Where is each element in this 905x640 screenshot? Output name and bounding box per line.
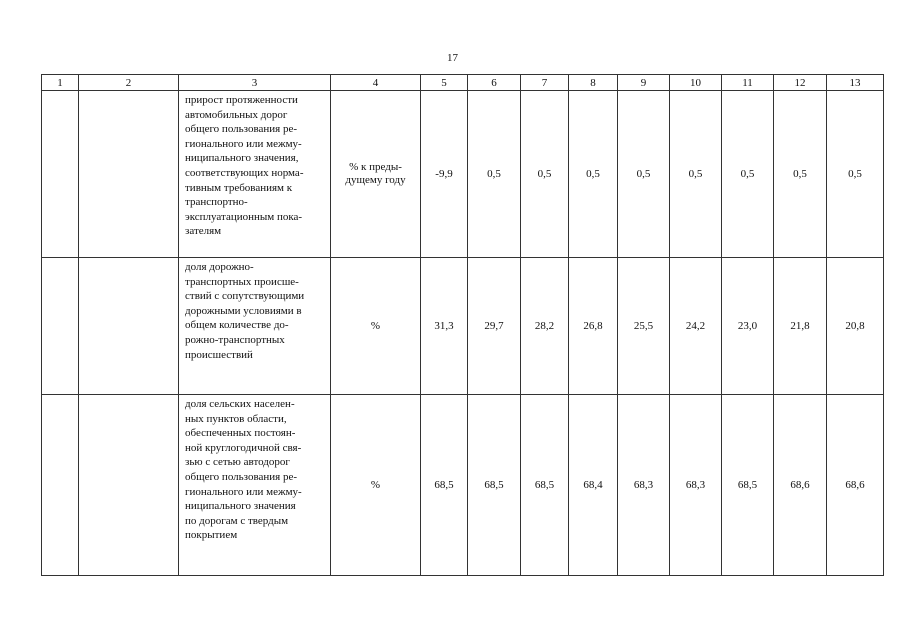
unit-cell bbox=[331, 395, 421, 576]
unit-cell bbox=[331, 258, 421, 395]
column-header-9: 9 bbox=[618, 75, 670, 91]
unit-cell bbox=[331, 91, 421, 258]
page-number: 17 bbox=[447, 52, 458, 64]
row-number-cell bbox=[42, 91, 79, 258]
column-header-2: 2 bbox=[79, 75, 179, 91]
column-header-3: 3 bbox=[179, 75, 331, 91]
table-row bbox=[42, 258, 884, 395]
value-cell: 68,5 bbox=[421, 395, 468, 576]
value-cell: 31,3 bbox=[421, 258, 468, 395]
value-cell: 21,8 bbox=[774, 258, 827, 395]
value-cell: 0,5 bbox=[722, 91, 774, 258]
value-cell: 0,5 bbox=[521, 91, 569, 258]
value-cell: 26,8 bbox=[569, 258, 618, 395]
column-header-12: 12 bbox=[774, 75, 827, 91]
value-cell: 68,3 bbox=[670, 395, 722, 576]
indicator-description: доля сельских населен- ных пунктов области, обеспеченных постоян- ной круглогодичной свя- зью с сетью автодорог общего пользования ре- гионального или межму- ниципального значения по дорогам с твердым покрытием bbox=[185, 398, 302, 542]
value-cell: 0,5 bbox=[569, 91, 618, 258]
value-cell: 68,6 bbox=[774, 395, 827, 576]
value-cell: 68,4 bbox=[569, 395, 618, 576]
indicator-description-cell bbox=[179, 395, 331, 576]
table-row bbox=[42, 395, 884, 576]
column-header-5: 5 bbox=[421, 75, 468, 91]
row-number-cell bbox=[42, 258, 79, 395]
indicator-description: прирост протяженности автомобильных дорог общего пользования ре- гионального или межму- ниципального значения, соответствующих норма- тивным требованиям к транспортно- эксплуатационным пока- зателям bbox=[185, 94, 304, 238]
value-cell: 68,5 bbox=[521, 395, 569, 576]
column-header-1: 1 bbox=[42, 75, 79, 91]
indicator-description-cell bbox=[179, 258, 331, 395]
value-cell: 0,5 bbox=[827, 91, 884, 258]
value-cell: 68,3 bbox=[618, 395, 670, 576]
column-header-13: 13 bbox=[827, 75, 884, 91]
column-header-7: 7 bbox=[521, 75, 569, 91]
header-row bbox=[42, 75, 884, 91]
column-header-10: 10 bbox=[670, 75, 722, 91]
column-header-6: 6 bbox=[468, 75, 521, 91]
unit-label: % bbox=[370, 478, 381, 491]
column-header-8: 8 bbox=[569, 75, 618, 91]
column-header-4: 4 bbox=[331, 75, 421, 91]
value-cell: 0,5 bbox=[670, 91, 722, 258]
value-cell: 68,5 bbox=[722, 395, 774, 576]
table-row bbox=[42, 91, 884, 258]
row-group-cell bbox=[79, 258, 179, 395]
value-cell: -9,9 bbox=[421, 91, 468, 258]
indicator-description: доля дорожно- транспортных происше- ствий с сопутствующими дорожными условиями в общем количестве до- рожно-транспортных происшествий bbox=[185, 261, 305, 361]
value-cell: 25,5 bbox=[618, 258, 670, 395]
value-cell: 20,8 bbox=[827, 258, 884, 395]
row-group-cell bbox=[79, 91, 179, 258]
row-number-cell bbox=[42, 395, 79, 576]
value-cell: 68,6 bbox=[827, 395, 884, 576]
value-cell: 0,5 bbox=[468, 91, 521, 258]
value-cell: 29,7 bbox=[468, 258, 521, 395]
value-cell: 28,2 bbox=[521, 258, 569, 395]
indicator-table bbox=[41, 74, 884, 576]
value-cell: 23,0 bbox=[722, 258, 774, 395]
indicator-description-cell bbox=[179, 91, 331, 258]
value-cell: 68,5 bbox=[468, 395, 521, 576]
column-header-11: 11 bbox=[722, 75, 774, 91]
value-cell: 0,5 bbox=[618, 91, 670, 258]
unit-label: % к преды- дущему году bbox=[345, 161, 406, 186]
unit-label: % bbox=[370, 319, 381, 332]
value-cell: 24,2 bbox=[670, 258, 722, 395]
value-cell: 0,5 bbox=[774, 91, 827, 258]
row-group-cell bbox=[79, 395, 179, 576]
